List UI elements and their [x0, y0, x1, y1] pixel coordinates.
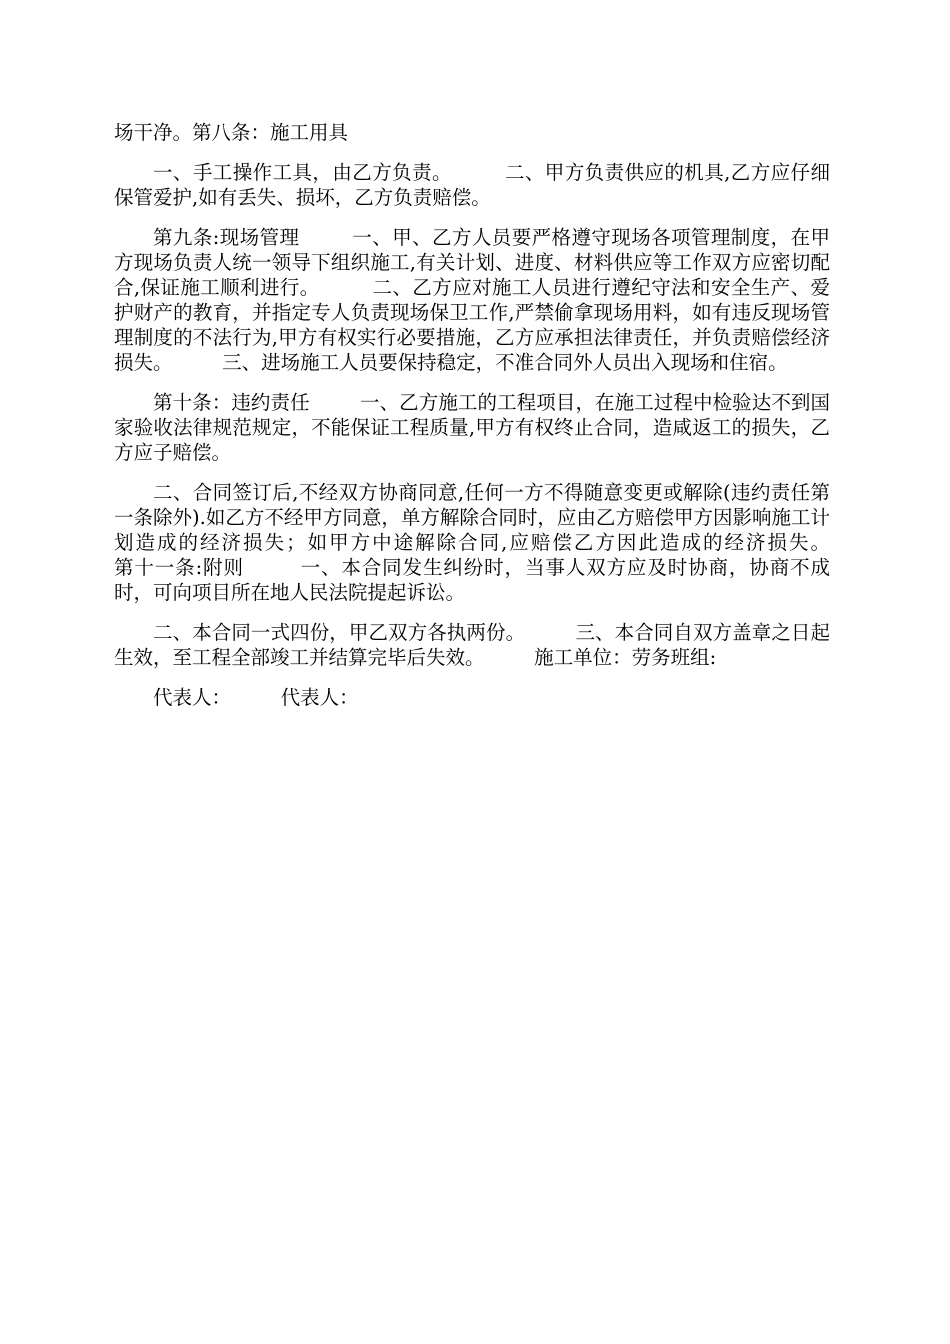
paragraph-signatories: 代表人： 代表人： [153, 686, 359, 709]
document-page [114, 120, 880, 725]
paragraph-copies-effect: 二、本合同一式四份，甲乙双方各执两份。 三、本合同自双方盖章之日起生效，至工程全部竣工并结算完毕后失效。 施工单位：劳务班组: [114, 621, 830, 669]
paragraph-clause-9: 第九条:现场管理 一、甲、乙方人员要严格遵守现场各项管理制度，在甲方现场负责人统一领导下组织施工,有关计划、进度、材料供应等工作双方应密切配合,保证施工顺利进行。 二、乙方应对施工人员进行遵纪守法和安全生产、爱护财产的教育，并指定专人负责现场保卫工作,严禁偷拿现场用料，如有违反现场管理制度的不法行为,甲方有权实行必要措施，乙方应承担法律责任，并负责赔偿经济损失。 三、进场施工人员要保持稳定，不准合同外人员出入现场和住宿。 [114, 226, 830, 374]
paragraph-clause-10-11: 二、合同签订后,不经双方协商同意,任何一方不得随意变更或解除(违约责任第一条除外).如乙方不经甲方同意，单方解除合同时，应由乙方赔偿甲方因影响施工计划造成的经济损失；如甲方中途解除合同,应赔偿乙方因此造成的经济损失。 第十一条:附则 一、本合同发生纠纷时，当事人双方应及时协商，协商不成时，可向项目所在地人民法院提起诉讼。 [114, 481, 880, 604]
paragraph-clause-10: 第十条：违约责任 一、乙方施工的工程项目，在施工过程中检验达不到国家验收法律规范规定，不能保证工程质量,甲方有权终止合同，造咸返工的损失，乙方应子赔偿。 [114, 391, 830, 464]
paragraph-clause-8-body: 一、手工操作工具，由乙方负责。 二、甲方负责供应的机具,乙方应仔细保管爱护,如有丢失、损坏，乙方负责赔偿。 [114, 161, 830, 209]
paragraph-clause-8-title: 场干净。第八条：施工用具 [114, 121, 349, 144]
